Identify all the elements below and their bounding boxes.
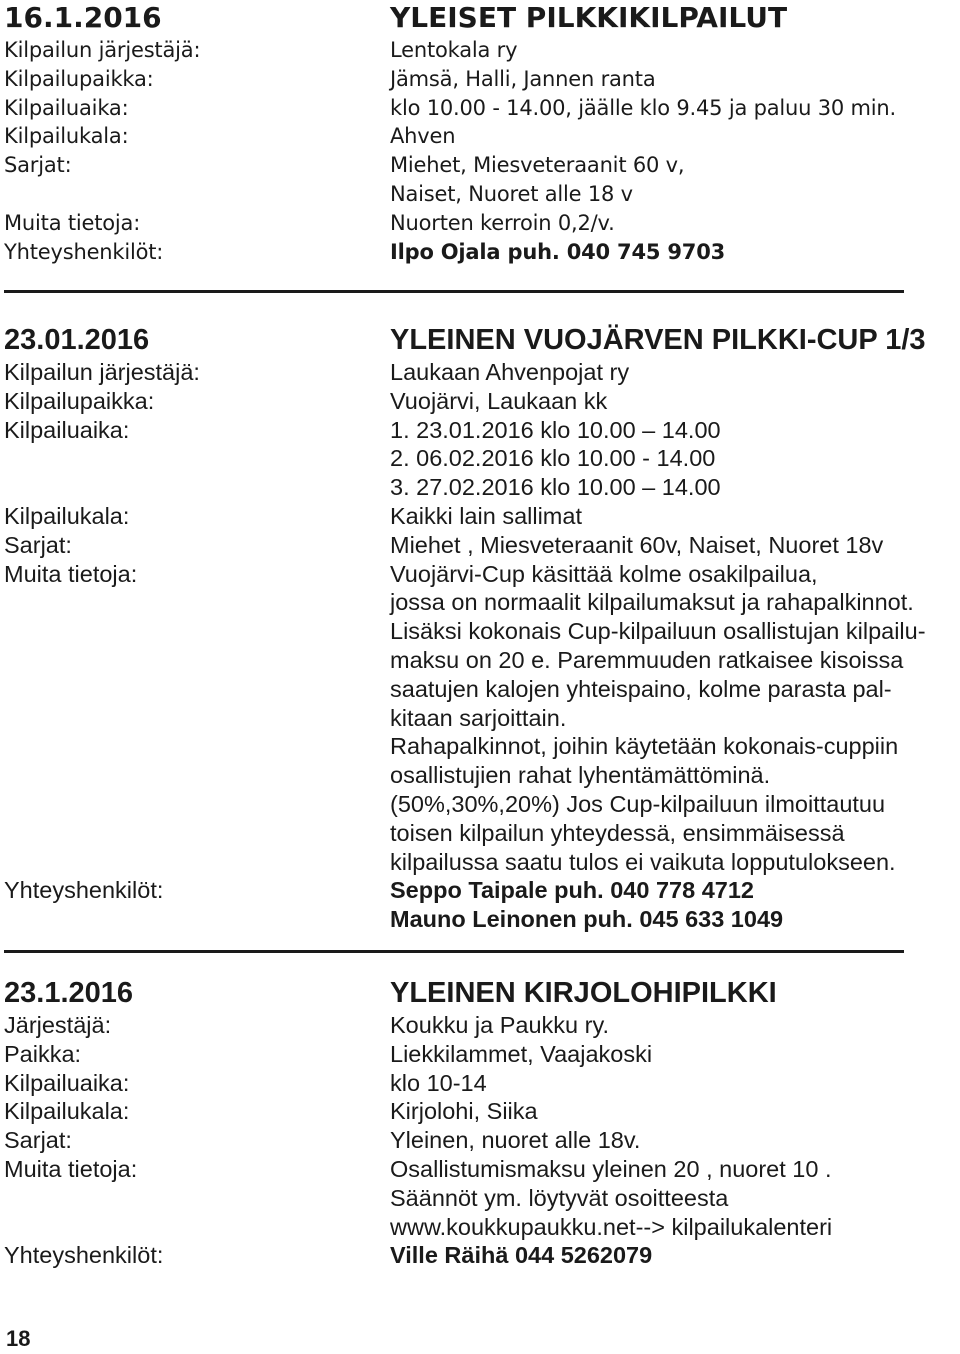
page-number: 18	[6, 1326, 31, 1351]
contact-value: Mauno Leinonen puh. 045 633 1049	[390, 906, 784, 933]
info-label	[4, 588, 390, 617]
info-row	[4, 1097, 954, 1126]
info-row	[4, 1241, 954, 1270]
info-row	[4, 238, 954, 267]
info-label	[4, 704, 390, 733]
competition-section-1	[4, 0, 954, 266]
info-row	[4, 560, 954, 589]
info-value: kilpailussa saatu tulos ei vaikuta lopputulokseen.	[390, 848, 896, 875]
section-heading	[4, 0, 954, 36]
info-label	[4, 1213, 390, 1242]
contact-value: Ilpo Ojala puh. 040 745 9703	[390, 239, 726, 264]
info-row	[4, 65, 954, 94]
section-heading	[4, 975, 954, 1011]
info-label: Muita tietoja:	[4, 560, 138, 587]
info-label: Kilpailun järjestäjä:	[4, 38, 201, 62]
info-value: Lisäksi kokonais Cup-kilpailuun osallistujan kilpailu-	[390, 618, 926, 645]
info-row	[4, 1155, 954, 1184]
competition-title: YLEINEN KIRJOLOHIPILKKI	[390, 977, 777, 1009]
info-label: Järjestäjä:	[4, 1012, 112, 1038]
info-label: Kilpailun järjestäjä:	[4, 359, 200, 385]
info-value: kitaan sarjoittain.	[390, 704, 567, 731]
info-label: Yhteyshenkilöt:	[4, 239, 164, 264]
info-value: Miehet , Miesveteraanit 60v, Naiset, Nuoret 18v	[390, 531, 884, 558]
info-value: klo 10-14	[390, 1069, 487, 1096]
info-row	[4, 848, 954, 877]
competition-date: 23.01.2016	[4, 324, 150, 356]
info-label: Sarjat:	[4, 1127, 72, 1154]
info-row	[4, 94, 954, 123]
info-row	[4, 1069, 954, 1098]
info-label: Kilpailuaika:	[4, 95, 129, 120]
info-label	[4, 905, 390, 934]
info-row	[4, 905, 954, 934]
info-value: Rahapalkinnot, joihin käytetään kokonais-cuppiin	[390, 733, 899, 760]
info-value: Nuorten kerroin 0,2/v.	[390, 210, 615, 235]
info-row	[4, 502, 954, 531]
info-row	[4, 387, 954, 416]
info-row	[4, 790, 954, 819]
info-label: Kilpailuaika:	[4, 416, 130, 443]
info-label: Sarjat:	[4, 531, 72, 558]
info-row	[4, 1040, 954, 1069]
info-value: klo 10.00 - 14.00, jäälle klo 9.45 ja paluu 30 min.	[390, 95, 897, 120]
contact-value: Ville Räihä 044 5262079	[390, 1242, 653, 1269]
info-label: Kilpailupaikka:	[4, 387, 155, 414]
info-row	[4, 1184, 954, 1213]
info-value: Jämsä, Halli, Jannen ranta	[390, 66, 656, 91]
info-row	[4, 617, 954, 646]
info-label: Yhteyshenkilöt:	[4, 1242, 164, 1269]
info-row	[4, 588, 954, 617]
info-value: Miehet, Miesveteraanit 60 v,	[390, 153, 685, 178]
info-row	[4, 358, 954, 387]
info-row	[4, 675, 954, 704]
info-row	[4, 732, 954, 761]
info-value: 2. 06.02.2016 klo 10.00 - 14.00	[390, 445, 716, 472]
info-row	[4, 761, 954, 790]
info-value: Koukku ja Paukku ry.	[390, 1012, 610, 1038]
info-row	[4, 122, 954, 151]
competition-title: YLEINEN VUOJÄRVEN PILKKI-CUP 1/3	[390, 324, 926, 356]
info-label	[4, 1184, 390, 1213]
info-value: Ahven	[390, 124, 456, 149]
info-value: Yleinen, nuoret alle 18v.	[390, 1127, 641, 1154]
info-label	[4, 180, 390, 209]
info-label	[4, 646, 390, 675]
info-value: Vuojärvi-Cup käsittää kolme osakilpailua,	[390, 560, 818, 587]
info-row	[4, 1213, 954, 1242]
competition-date: 16.1.2016	[4, 1, 162, 34]
info-row	[4, 473, 954, 502]
info-label: Muita tietoja:	[4, 1155, 138, 1182]
info-value: Vuojärvi, Laukaan kk	[390, 387, 608, 414]
info-row	[4, 876, 954, 905]
info-value: Laukaan Ahvenpojat ry	[390, 359, 630, 385]
info-label: Muita tietoja:	[4, 210, 141, 235]
info-label: Yhteyshenkilöt:	[4, 877, 164, 904]
info-value: osallistujien rahat lyhentämättöminä.	[390, 762, 771, 789]
info-value: Osallistumismaksu yleinen 20 , nuoret 10 .	[390, 1155, 832, 1182]
info-value: Kaikki lain sallimat	[390, 502, 582, 529]
info-label	[4, 790, 390, 819]
info-row	[4, 704, 954, 733]
info-label: Kilpailukala:	[4, 1098, 130, 1125]
info-row	[4, 151, 954, 180]
info-row	[4, 444, 954, 473]
info-label: Kilpailupaikka:	[4, 66, 154, 91]
info-value: (50%,30%,20%) Jos Cup-kilpailuun ilmoittautuu	[390, 790, 886, 817]
competition-section-3	[4, 975, 954, 1270]
info-label	[4, 675, 390, 704]
competition-title: YLEISET PILKKIKILPAILUT	[390, 1, 788, 34]
info-value: Naiset, Nuoret alle 18 v	[390, 181, 633, 206]
competition-date: 23.1.2016	[4, 977, 134, 1009]
info-value: Liekkilammet, Vaajakoski	[390, 1040, 653, 1067]
info-label: Kilpailuaika:	[4, 1069, 130, 1096]
info-label: Paikka:	[4, 1040, 82, 1067]
info-value: www.koukkupaukku.net--> kilpailukalenteri	[390, 1213, 833, 1240]
info-value: Lentokala ry	[390, 38, 518, 62]
info-row	[4, 180, 954, 209]
info-row	[4, 1011, 954, 1040]
info-value: 3. 27.02.2016 klo 10.00 – 14.00	[390, 474, 721, 501]
info-row	[4, 531, 954, 560]
info-row	[4, 416, 954, 445]
info-value: Säännöt ym. löytyvät osoitteesta	[390, 1184, 729, 1211]
info-value: Kirjolohi, Siika	[390, 1098, 538, 1125]
info-row	[4, 36, 954, 65]
info-label: Kilpailukala:	[4, 502, 130, 529]
section-heading	[4, 322, 954, 358]
info-value: 1. 23.01.2016 klo 10.00 – 14.00	[390, 416, 721, 443]
info-label	[4, 473, 390, 502]
competition-section-2	[4, 322, 954, 934]
info-label	[4, 617, 390, 646]
info-value: saatujen kalojen yhteispaino, kolme parasta pal-	[390, 675, 892, 702]
section-divider	[4, 950, 904, 953]
info-row	[4, 819, 954, 848]
info-label	[4, 444, 390, 473]
info-label	[4, 819, 390, 848]
info-label	[4, 732, 390, 761]
contact-value: Seppo Taipale puh. 040 778 4712	[390, 877, 754, 904]
info-value: jossa on normaalit kilpailumaksut ja rahapalkinnot.	[390, 589, 914, 616]
info-value: maksu on 20 e. Paremmuuden ratkaisee kisoissa	[390, 646, 904, 673]
info-row	[4, 646, 954, 675]
info-row	[4, 209, 954, 238]
info-value: toisen kilpailun yhteydessä, ensimmäisessä	[390, 819, 845, 846]
info-row	[4, 1126, 954, 1155]
info-label	[4, 848, 390, 877]
info-label: Sarjat:	[4, 153, 72, 178]
section-divider	[4, 290, 904, 293]
info-label: Kilpailukala:	[4, 124, 129, 149]
info-label	[4, 761, 390, 790]
